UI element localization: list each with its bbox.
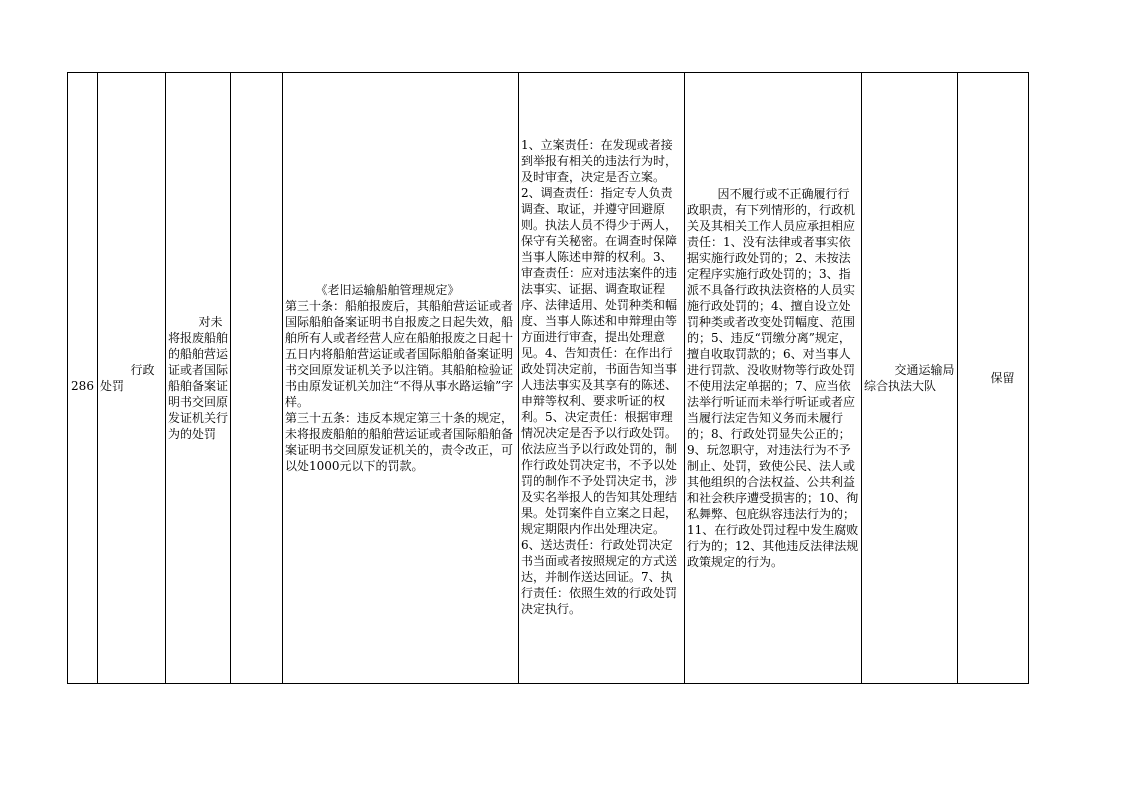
row-number: 286 <box>71 379 94 393</box>
legal-basis-text: 《老旧运输船舶管理规定》 第三十条：船舶报废后，其船舶营运证或者国际船舶备案证明书自报废之日起失效，船舶所有人或者经营人应在船舶报废之日起十五日内将船舶营运证或者国际船舶备案证明书交回原发证机关予以注销。其船舶检验证书由原发证机关加注“不得从事水路运输”字样。 第三十五条：违反本规定第三十条的规定，未将报废船舶的船舶营运证或者国际船舶备案证明书交回原发证机关的，责令改正，可以处1000元以下的罚款。 <box>285 283 514 473</box>
accountability-cell <box>685 73 862 684</box>
responsibility-cell <box>519 73 685 684</box>
sub-item-cell <box>231 73 283 684</box>
item-name-cell <box>166 73 231 684</box>
accountability-text: 因不履行或不正确履行行政职责，有下列情形的，行政机关及其相关工作人员应承担相应责任：1、没有法律或者事实依据实施行政处罚的；2、未按法定程序实施行政处罚的；3、指派不具备行政执法资格的人员实施行政处罚的；4、擅自设立处罚种类或者改变处罚幅度、范围的；5、违反“罚缴分离”规定，擅自收取罚款的；6、对当事人进行罚款、没收财物等行政处罚不使用法定单据的；7、应当依法举行听证而未举行听证或者应当履行法定告知义务而未履行的；8、行政处罚显失公正的；9、玩忽职守，对违法行为不予制止、处罚，致使公民、法人或其他组织的合法权益、公共利益和社会秩序遭受损害的；10、徇私舞弊、包庇纵容违法行为的；11、在行政处罚过程中发生腐败行为的；12、其他违反法律法规政策规定的行为。 <box>687 187 859 569</box>
legal-basis-cell <box>283 73 519 684</box>
table-row <box>68 73 1029 684</box>
note-cell <box>958 73 1029 684</box>
category-cell <box>98 73 166 684</box>
item-name-text: 对未将报废船舶的船舶营运证或者国际船舶备案证明书交回原发证机关行为的处罚 <box>168 315 229 441</box>
row-number-cell <box>68 73 98 684</box>
note-text: 保留 <box>990 371 1015 385</box>
department-text: 交通运输局综合执法大队 <box>864 363 955 393</box>
category-text: 行政处罚 <box>100 363 155 393</box>
power-list-table <box>67 72 1029 684</box>
responsibility-clip <box>521 105 682 651</box>
responsibility-text: 1、立案责任：在发现或者接到举报有相关的违法行为时，及时审查，决定是否立案。2、调查责任：指定专人负责调查、取证，并遵守回避原则。执法人员不得少于两人，保守有关秘密。在调查时保障当事人陈述申辩的权利。3、审查责任：应对违法案件的违法事实、证据、调查取证程序、法律适用、处罚种类和幅度、当事人陈述和申辩理由等方面进行审查，提出处理意见。4、告知责任：在作出行政处罚决定前，书面告知当事人违法事实及其享有的陈述、申辩等权利、要求听证的权利。5、决定责任：根据审理情况决定是否予以行政处罚。依法应当予以行政处罚的，制作行政处罚决定书，不予以处罚的制作不予处罚决定书，涉及实名举报人的告知其处理结果。处罚案件自立案之日起，规定期限内作出处理决定。 6、送达责任：行政处罚决定书当面或者按照规定的方式送达，并制作送达回证。7、执行责任：依照生效的行政处罚决定执行。 <box>521 138 678 616</box>
department-cell <box>862 73 958 684</box>
